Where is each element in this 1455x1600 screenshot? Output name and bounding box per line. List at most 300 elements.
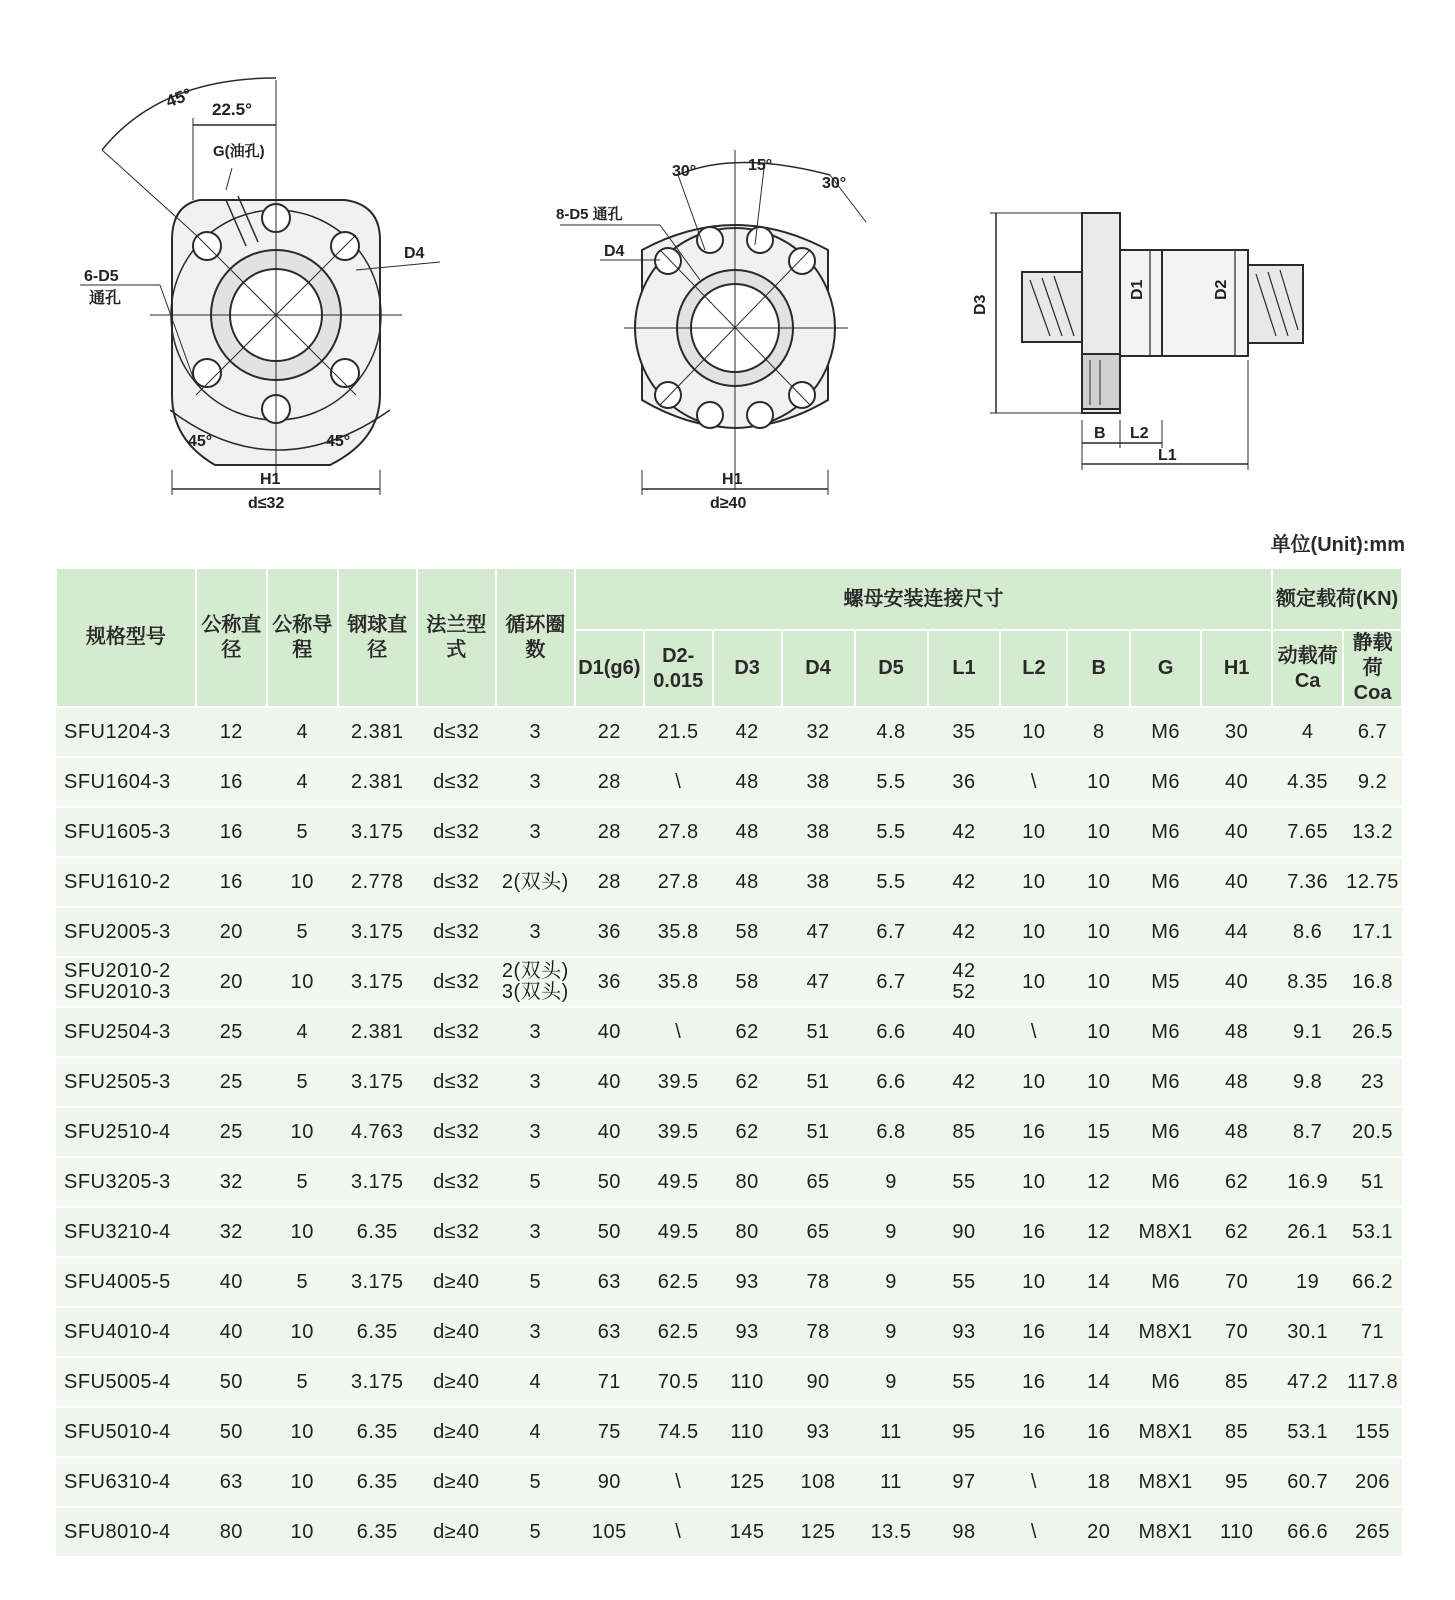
table-cell: 5.5 (855, 757, 928, 807)
table-cell: d≤32 (417, 1157, 496, 1207)
table-cell: 9.1 (1272, 1007, 1343, 1057)
l1-label: L1 (1158, 447, 1177, 464)
table-cell: 30 (1201, 707, 1272, 757)
left-angle-top-inner: 22.5° (212, 100, 252, 119)
table-cell: 10 (1067, 907, 1130, 957)
table-cell: 97 (928, 1457, 1001, 1507)
table-cell: 3 (496, 707, 575, 757)
table-cell: d≤32 (417, 1207, 496, 1257)
table-cell: M6 (1130, 1257, 1201, 1307)
table-cell: 85 (1201, 1407, 1272, 1457)
table-cell: 11 (855, 1457, 928, 1507)
table-row (56, 707, 1402, 757)
table-cell: d≥40 (417, 1307, 496, 1357)
table-row (56, 1407, 1402, 1457)
table-cell: 47 (782, 907, 855, 957)
middle-hole (655, 382, 681, 408)
table-cell: 4.8 (855, 707, 928, 757)
table-cell: 48 (713, 857, 782, 907)
table-cell: 16 (196, 757, 267, 807)
header-d5: D5 (855, 630, 928, 707)
table-cell: 50 (575, 1207, 644, 1257)
table-cell: 55 (928, 1257, 1001, 1307)
table-cell: 71 (1343, 1307, 1402, 1357)
table-cell: 3 (496, 1107, 575, 1157)
table-cell: 20 (1067, 1507, 1130, 1557)
table-cell: 10 (267, 1457, 338, 1507)
table-cell: 62 (713, 1007, 782, 1057)
table-cell: 5.5 (855, 807, 928, 857)
table-cell: 265 (1343, 1507, 1402, 1557)
table-row (56, 1107, 1402, 1157)
table-cell: 110 (1201, 1507, 1272, 1557)
table-cell: d≥40 (417, 1257, 496, 1307)
table-cell: 16.8 (1343, 957, 1402, 1007)
table-cell: 10 (1000, 1257, 1067, 1307)
table-row (56, 857, 1402, 907)
table-cell: 9 (855, 1257, 928, 1307)
middle-hole (789, 382, 815, 408)
table-cell: 3 (496, 1057, 575, 1107)
table-cell: M8X1 (1130, 1207, 1201, 1257)
table-cell: 7.36 (1272, 857, 1343, 907)
table-cell: 28 (575, 807, 644, 857)
spec-table (55, 567, 1403, 1558)
table-cell: 50 (196, 1407, 267, 1457)
table-cell: 36 (575, 907, 644, 957)
table-cell: M6 (1130, 1057, 1201, 1107)
middle-d4-label: D4 (604, 243, 625, 260)
table-cell: 108 (782, 1457, 855, 1507)
table-cell: 10 (1067, 957, 1130, 1007)
header-mount-group: 螺母安装连接尺寸 (575, 568, 1272, 630)
header-ca: 动载荷 Ca (1272, 630, 1343, 707)
table-cell: 15 (1067, 1107, 1130, 1157)
table-cell: 4 (1272, 707, 1343, 757)
table-cell: d≤32 (417, 707, 496, 757)
table-cell: 9 (855, 1157, 928, 1207)
table-row (56, 1357, 1402, 1407)
table-cell: 11 (855, 1407, 928, 1457)
table-cell: 20 (196, 907, 267, 957)
table-cell: 80 (196, 1507, 267, 1557)
table-cell: 51 (1343, 1157, 1402, 1207)
table-cell: SFU2504-3 (56, 1007, 196, 1057)
table-cell: 16 (1000, 1407, 1067, 1457)
table-cell: 125 (713, 1457, 782, 1507)
table-cell: 63 (575, 1307, 644, 1357)
table-cell: 155 (1343, 1407, 1402, 1457)
table-cell: 10 (1067, 857, 1130, 907)
table-cell: SFU2010-2 SFU2010-3 (56, 957, 196, 1007)
table-cell: SFU1605-3 (56, 807, 196, 857)
table-cell: 40 (1201, 807, 1272, 857)
table-cell: 6.7 (855, 957, 928, 1007)
table-cell: 32 (196, 1207, 267, 1257)
table-cell: 9 (855, 1307, 928, 1357)
table-cell: 13.5 (855, 1507, 928, 1557)
table-cell: 8.6 (1272, 907, 1343, 957)
table-cell: 9 (855, 1207, 928, 1257)
table-cell: 47.2 (1272, 1357, 1343, 1407)
table-cell: SFU2005-3 (56, 907, 196, 957)
table-cell: 42 (928, 907, 1001, 957)
table-cell: 8 (1067, 707, 1130, 757)
table-cell: 60.7 (1272, 1457, 1343, 1507)
table-cell: M8X1 (1130, 1407, 1201, 1457)
table-cell: 36 (575, 957, 644, 1007)
table-cell: 40 (1201, 857, 1272, 907)
table-cell: 50 (575, 1157, 644, 1207)
table-cell: 74.5 (644, 1407, 713, 1457)
table-cell: 3 (496, 1007, 575, 1057)
table-cell: 25 (196, 1057, 267, 1107)
table-cell: 28 (575, 857, 644, 907)
table-cell: M8X1 (1130, 1457, 1201, 1507)
table-cell: 85 (928, 1107, 1001, 1157)
table-cell: 7.65 (1272, 807, 1343, 857)
header-nominal-lead: 公称导程 (267, 568, 338, 707)
table-cell: 9.8 (1272, 1057, 1343, 1107)
table-cell: 48 (1201, 1107, 1272, 1157)
table-cell: 65 (782, 1157, 855, 1207)
table-cell: 3.175 (338, 807, 417, 857)
table-cell: 5 (496, 1457, 575, 1507)
table-cell: 16 (1000, 1307, 1067, 1357)
table-cell: d≤32 (417, 907, 496, 957)
table-cell: 5.5 (855, 857, 928, 907)
table-cell: 90 (782, 1357, 855, 1407)
table-cell: 70.5 (644, 1357, 713, 1407)
table-cell: 17.1 (1343, 907, 1402, 957)
oil-hole-section (1082, 354, 1120, 409)
table-cell: 6.35 (338, 1507, 417, 1557)
table-cell: 16.9 (1272, 1157, 1343, 1207)
unit-label: 单位(Unit):mm (1270, 534, 1405, 556)
table-cell: 125 (782, 1507, 855, 1557)
table-cell: 35 (928, 707, 1001, 757)
table-cell: M6 (1130, 807, 1201, 857)
table-cell: 25 (196, 1007, 267, 1057)
middle-angle-left: 30° (672, 163, 697, 180)
middle-flange-drawing (560, 150, 866, 495)
table-cell: 5 (267, 1357, 338, 1407)
table-cell: M6 (1130, 707, 1201, 757)
d2-label: D2 (1213, 279, 1230, 300)
left-hole-label-1: 6-D5 (84, 268, 119, 285)
table-cell: 5 (496, 1507, 575, 1557)
table-cell: 55 (928, 1357, 1001, 1407)
header-b: B (1067, 630, 1130, 707)
middle-hole-label: 8-D5 通孔 (556, 206, 623, 223)
header-model: 规格型号 (56, 568, 196, 707)
table-cell: 44 (1201, 907, 1272, 957)
table-cell: 58 (713, 907, 782, 957)
table-cell: 53.1 (1343, 1207, 1402, 1257)
table-cell: 78 (782, 1257, 855, 1307)
table-cell: M5 (1130, 957, 1201, 1007)
table-cell: 206 (1343, 1457, 1402, 1507)
table-cell: 93 (928, 1307, 1001, 1357)
table-cell: d≥40 (417, 1507, 496, 1557)
table-cell: M8X1 (1130, 1307, 1201, 1357)
table-cell: 12.75 (1343, 857, 1402, 907)
table-cell: 51 (782, 1107, 855, 1157)
table-cell: 3.175 (338, 957, 417, 1007)
table-cell: 2.381 (338, 1007, 417, 1057)
table-cell: M6 (1130, 907, 1201, 957)
table-row (56, 1007, 1402, 1057)
header-flange-type: 法兰型式 (417, 568, 496, 707)
table-cell: 10 (1067, 1007, 1130, 1057)
table-cell: 26.1 (1272, 1207, 1343, 1257)
table-cell: 48 (713, 807, 782, 857)
table-cell: 39.5 (644, 1057, 713, 1107)
table-cell: 53.1 (1272, 1407, 1343, 1457)
table-cell: 10 (267, 957, 338, 1007)
left-hole (331, 359, 359, 387)
table-cell: d≥40 (417, 1457, 496, 1507)
table-cell: 40 (575, 1107, 644, 1157)
table-cell: 10 (267, 1407, 338, 1457)
table-cell: 90 (575, 1457, 644, 1507)
table-cell: d≥40 (417, 1407, 496, 1457)
table-cell: 2.381 (338, 707, 417, 757)
table-cell: 66.6 (1272, 1507, 1343, 1557)
middle-condition-label: d≥40 (710, 495, 747, 512)
table-cell: 10 (267, 1107, 338, 1157)
table-cell: 5 (267, 1157, 338, 1207)
table-cell: 4.35 (1272, 757, 1343, 807)
table-cell: 42 (928, 807, 1001, 857)
table-cell: 38 (782, 757, 855, 807)
table-cell: 8.35 (1272, 957, 1343, 1007)
table-cell: 10 (1067, 757, 1130, 807)
table-cell: 42 (713, 707, 782, 757)
table-cell: 20.5 (1343, 1107, 1402, 1157)
left-hole-label-2: 通孔 (89, 290, 122, 307)
table-row (56, 757, 1402, 807)
table-cell: 70 (1201, 1257, 1272, 1307)
left-angle-bottom-left: 45° (188, 433, 213, 450)
table-cell: 39.5 (644, 1107, 713, 1157)
table-cell: 40 (575, 1057, 644, 1107)
table-cell: SFU1610-2 (56, 857, 196, 907)
table-cell: d≤32 (417, 1057, 496, 1107)
table-cell: 5 (267, 807, 338, 857)
left-oil-hole (226, 168, 232, 190)
table-cell: 4 (267, 757, 338, 807)
table-cell: 4 (496, 1357, 575, 1407)
table-cell: 40 (575, 1007, 644, 1057)
table-cell: 85 (1201, 1357, 1272, 1407)
left-angle-top-outer: 45° (163, 84, 195, 112)
left-angle-bottom-right: 45° (326, 433, 351, 450)
table-cell: 16 (1000, 1357, 1067, 1407)
middle-hole (789, 248, 815, 274)
table-cell: 62.5 (644, 1307, 713, 1357)
table-cell: d≤32 (417, 1007, 496, 1057)
table-cell: 63 (575, 1257, 644, 1307)
table-cell: 47 (782, 957, 855, 1007)
table-cell: 3 (496, 757, 575, 807)
nut-body-d1 (1120, 250, 1162, 356)
table-cell: M6 (1130, 1157, 1201, 1207)
left-condition-label: d≤32 (248, 495, 285, 512)
table-cell: M6 (1130, 1357, 1201, 1407)
table-cell: 62.5 (644, 1257, 713, 1307)
table-cell: SFU1604-3 (56, 757, 196, 807)
table-cell: d≤32 (417, 1107, 496, 1157)
table-cell: SFU3210-4 (56, 1207, 196, 1257)
table-cell: SFU5010-4 (56, 1407, 196, 1457)
header-d3: D3 (713, 630, 782, 707)
table-cell: 4 (267, 707, 338, 757)
table-cell: 2.381 (338, 757, 417, 807)
table-cell: 22 (575, 707, 644, 757)
table-cell: 6.7 (1343, 707, 1402, 757)
table-cell: \ (1000, 1507, 1067, 1557)
table-cell: 75 (575, 1407, 644, 1457)
table-cell: 5 (496, 1157, 575, 1207)
table-cell: 51 (782, 1057, 855, 1107)
table-cell: \ (1000, 1007, 1067, 1057)
table-cell: \ (644, 1007, 713, 1057)
header-g: G (1130, 630, 1201, 707)
left-h1-label: H1 (260, 471, 281, 488)
table-cell: 93 (713, 1307, 782, 1357)
table-cell: 16 (1000, 1107, 1067, 1157)
table-cell: SFU2510-4 (56, 1107, 196, 1157)
table-cell: 6.35 (338, 1207, 417, 1257)
middle-h1-label: H1 (722, 471, 743, 488)
table-cell: 18 (1067, 1457, 1130, 1507)
table-cell: 12 (1067, 1157, 1130, 1207)
table-cell: 5 (267, 1257, 338, 1307)
table-cell: 66.2 (1343, 1257, 1402, 1307)
table-cell: 71 (575, 1357, 644, 1407)
table-cell: 10 (1000, 957, 1067, 1007)
l2-label: L2 (1130, 425, 1149, 442)
table-cell: 32 (782, 707, 855, 757)
table-cell: 62 (713, 1057, 782, 1107)
header-d1: D1(g6) (575, 630, 644, 707)
table-cell: 51 (782, 1007, 855, 1057)
table-cell: 40 (1201, 757, 1272, 807)
table-cell: 38 (782, 857, 855, 907)
middle-hole (747, 402, 773, 428)
table-cell: d≤32 (417, 857, 496, 907)
spec-table-body (56, 707, 1402, 1557)
table-cell: 42 52 (928, 957, 1001, 1007)
table-cell: 3.175 (338, 1157, 417, 1207)
table-row (56, 1457, 1402, 1507)
table-cell: 10 (1000, 907, 1067, 957)
table-cell: 36 (928, 757, 1001, 807)
table-cell: 16 (196, 857, 267, 907)
technical-drawings (0, 0, 1455, 540)
table-cell: 16 (1067, 1407, 1130, 1457)
header-l2: L2 (1000, 630, 1067, 707)
header-d2: D2-0.015 (644, 630, 713, 707)
table-cell: d≥40 (417, 1357, 496, 1407)
table-row (56, 907, 1402, 957)
table-cell: M6 (1130, 1107, 1201, 1157)
table-cell: 42 (928, 857, 1001, 907)
table-cell: 4 (267, 1007, 338, 1057)
table-cell: 14 (1067, 1307, 1130, 1357)
table-cell: 10 (267, 1507, 338, 1557)
table-row (56, 1307, 1402, 1357)
table-cell: d≤32 (417, 957, 496, 1007)
table-cell: SFU4005-5 (56, 1257, 196, 1307)
table-cell: 62 (1201, 1157, 1272, 1207)
table-cell: 63 (196, 1457, 267, 1507)
table-cell: 10 (1000, 857, 1067, 907)
table-row (56, 1057, 1402, 1107)
table-cell: 14 (1067, 1357, 1130, 1407)
table-cell: 2.778 (338, 857, 417, 907)
table-cell: M6 (1130, 757, 1201, 807)
b-label: B (1094, 425, 1106, 442)
table-cell: 3 (496, 1207, 575, 1257)
table-cell: 19 (1272, 1257, 1343, 1307)
left-g-label: G(油孔) (213, 143, 265, 160)
table-cell: 20 (196, 957, 267, 1007)
middle-hole (697, 402, 723, 428)
table-cell: 2(双头) (496, 857, 575, 907)
header-ball-diameter: 钢球直径 (338, 568, 417, 707)
table-cell: 93 (782, 1407, 855, 1457)
table-cell: SFU8010-4 (56, 1507, 196, 1557)
table-cell: 50 (196, 1357, 267, 1407)
table-cell: 9 (855, 1357, 928, 1407)
header-coa: 静载荷 Coa (1343, 630, 1402, 707)
table-cell: \ (644, 757, 713, 807)
table-cell: 10 (267, 857, 338, 907)
table-cell: 40 (928, 1007, 1001, 1057)
table-cell: \ (1000, 1457, 1067, 1507)
table-cell: 38 (782, 807, 855, 857)
table-cell: 95 (1201, 1457, 1272, 1507)
middle-angle-right: 30° (822, 175, 847, 192)
table-cell: 32 (196, 1157, 267, 1207)
table-cell: 3.175 (338, 1257, 417, 1307)
table-cell: \ (644, 1507, 713, 1557)
table-cell: 3.175 (338, 1057, 417, 1107)
table-cell: d≤32 (417, 807, 496, 857)
table-cell: M6 (1130, 857, 1201, 907)
table-cell: 10 (1067, 807, 1130, 857)
header-l1: L1 (928, 630, 1001, 707)
table-cell: SFU5005-4 (56, 1357, 196, 1407)
table-cell: 62 (1201, 1207, 1272, 1257)
table-cell: 48 (713, 757, 782, 807)
table-cell: SFU3205-3 (56, 1157, 196, 1207)
table-cell: 6.8 (855, 1107, 928, 1157)
left-hole (193, 359, 221, 387)
table-cell: 6.35 (338, 1307, 417, 1357)
table-cell: 16 (196, 807, 267, 857)
table-cell: 5 (267, 907, 338, 957)
table-cell: 70 (1201, 1307, 1272, 1357)
table-cell: 3 (496, 907, 575, 957)
table-cell: 8.7 (1272, 1107, 1343, 1157)
table-cell: 10 (1000, 1157, 1067, 1207)
table-cell: 105 (575, 1507, 644, 1557)
table-cell: 27.8 (644, 857, 713, 907)
table-cell: 28 (575, 757, 644, 807)
